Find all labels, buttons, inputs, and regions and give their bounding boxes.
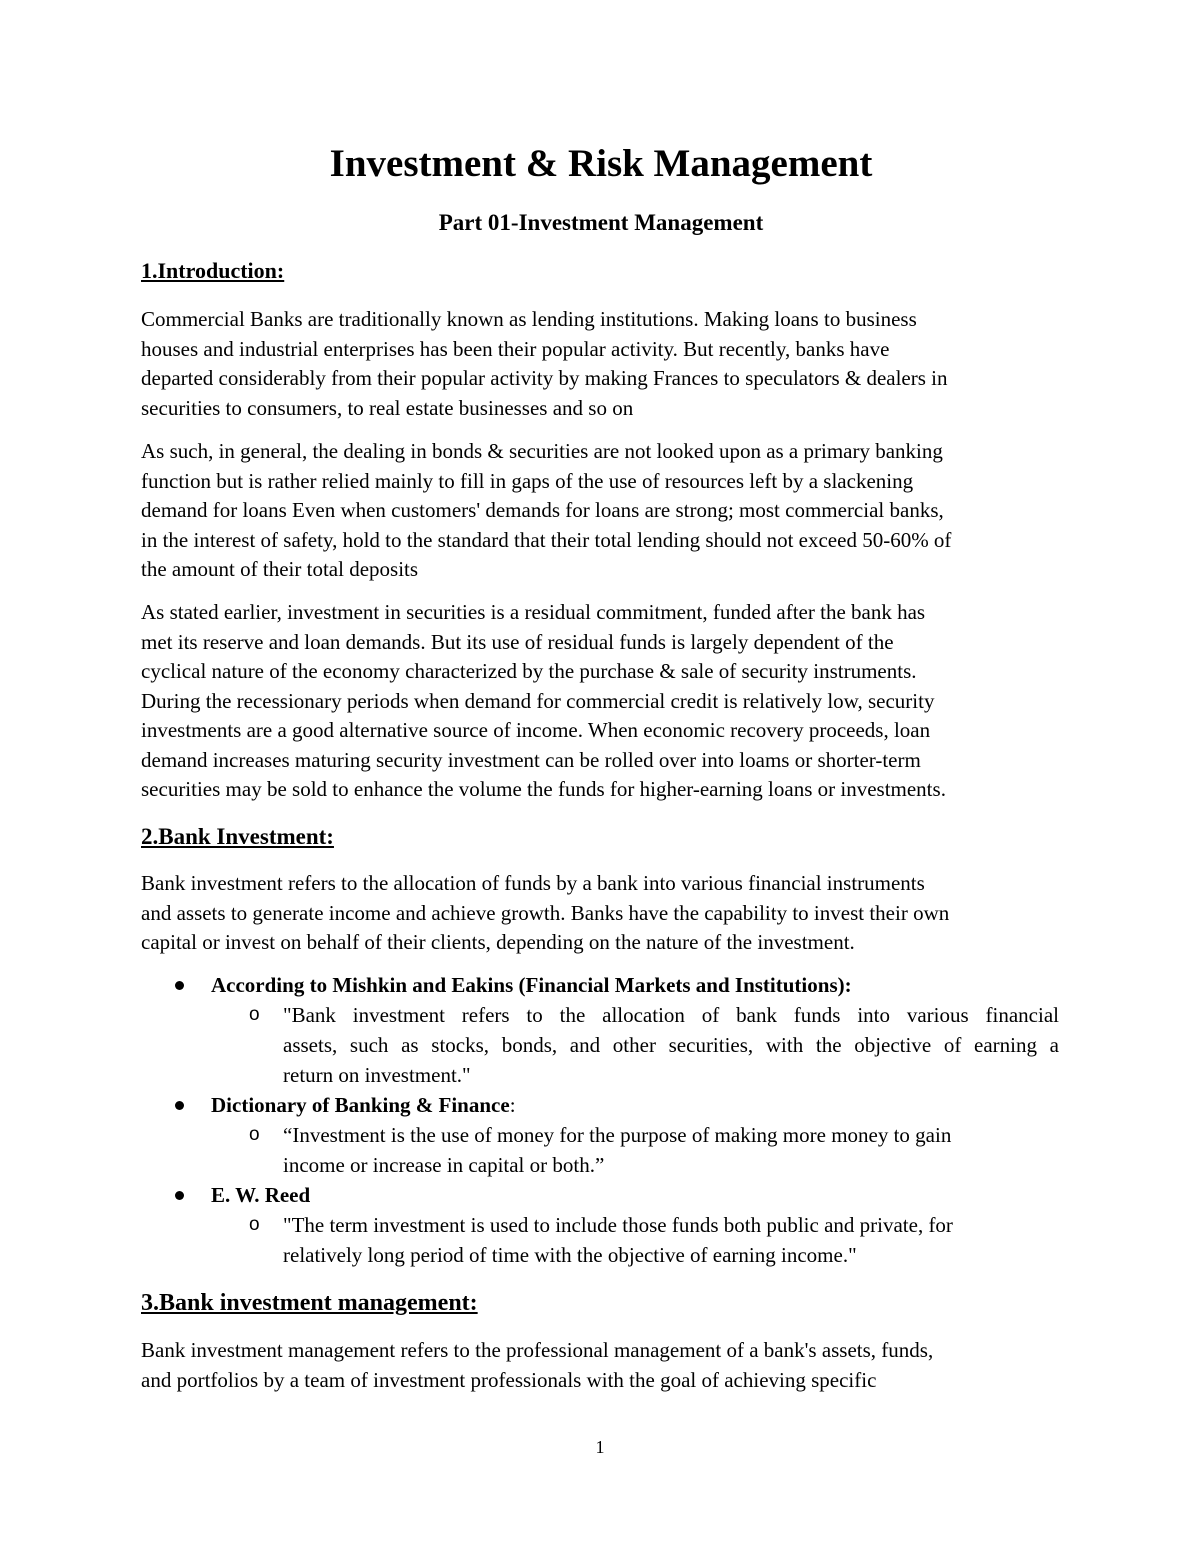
paragraph-line: During the recessionary periods when demand for commercial credit is relatively low, security [141,688,935,713]
paragraph-line: As such, in general, the dealing in bonds & securities are not looked upon as a primary banking [141,439,943,463]
hollow-bullet-icon: o [249,1124,260,1145]
document-subtitle: Part 01-Investment Management [438,210,764,235]
paragraph-line: Bank investment refers to the allocation of funds by a bank into various financial instruments [141,871,925,895]
paragraph-line: securities may be sold to enhance the volume the funds for higher-earning loans or investments. [141,777,946,801]
paragraph-line: and assets to generate income and achieve growth. Banks have the capability to invest their own [141,900,950,925]
bank-investment-management-paragraph [141,1336,1061,1395]
paragraph-line: function but is rather relied mainly to fill in gaps of the use of resources left by a slackening [141,468,914,493]
paragraph-line: securities to consumers, to real estate businesses and so on [141,395,634,420]
definition-item [141,1090,1061,1120]
quote-line: assets, such as stocks, bonds, and other securities, with the objective of earning a [283,1033,1059,1057]
intro-paragraph-2 [141,437,1061,585]
quote-line: return on investment." [283,1063,471,1087]
section-heading-bank-investment: 2.Bank Investment: [141,824,334,849]
bullet-icon [175,1191,184,1200]
quote-line: "Bank investment refers to the allocation of bank funds into various financial [283,1003,1059,1027]
paragraph-line: cyclical nature of the economy characterized by the purchase & sale of security instruments. [141,659,917,683]
bullet-icon [175,981,184,990]
paragraph-line: investments are a good alternative source of income. When economic recovery proceeds, loan [141,718,931,742]
paragraph-line: As stated earlier, investment in securities is a residual commitment, funded after the bank has [141,600,926,624]
definition-item [141,970,1061,1000]
definition-source: According to Mishkin and Eakins (Financial Markets and Institutions): [211,973,852,997]
definitions-list [141,970,1061,1270]
paragraph-line: met its reserve and loan demands. But its use of residual funds is largely dependent of the [141,629,894,654]
quote-text [283,1000,1061,1090]
quote-text [283,1120,1061,1180]
document-title: Investment & Risk Management [329,142,873,185]
paragraph-line: departed considerably from their popular activity by making Frances to speculators & dealers in [141,366,948,390]
bank-investment-paragraph [141,869,1061,958]
paragraph-line: and portfolios by a team of investment professionals with the goal of achieving specific [141,1367,877,1392]
paragraph-line: demand increases maturing security investment can be rolled over into loams or shorter-term [141,747,921,772]
section-heading-bank-investment-management: 3.Bank investment management: [141,1290,478,1316]
quote-text [283,1210,1061,1270]
definition-source: Dictionary of Banking & Finance [211,1093,510,1117]
paragraph-line: capital or invest on behalf of their clients, depending on the nature of the investment. [141,930,855,954]
paragraph-line: houses and industrial enterprises has been their popular activity. But recently, banks have [141,336,890,361]
bullet-icon [175,1101,184,1110]
definition-quote [141,1000,1061,1090]
definition-source: E. W. Reed [211,1183,311,1207]
quote-line: relatively long period of time with the objective of earning income." [283,1243,857,1267]
hollow-bullet-icon: o [249,1004,260,1025]
paragraph-line: Bank investment management refers to the professional management of a bank's assets, funds, [141,1338,934,1362]
quote-line: income or increase in capital or both.” [283,1153,605,1177]
paragraph-line: the amount of their total deposits [141,557,419,581]
quote-line: “Investment is the use of money for the purpose of making more money to gain [283,1123,952,1147]
intro-paragraph-3 [141,598,1061,805]
definition-quote [141,1120,1061,1180]
section-heading-introduction: 1.Introduction: [141,258,285,283]
intro-paragraph-1 [141,305,1061,423]
quote-line: "The term investment is used to include those funds both public and private, for [283,1213,953,1237]
paragraph-line: in the interest of safety, hold to the standard that their total lending should not exceed 50-60% of [141,527,952,552]
paragraph-line: Commercial Banks are traditionally known as lending institutions. Making loans to business [141,307,917,331]
definition-source-suffix: : [509,1093,516,1117]
page-number: 1 [595,1437,605,1457]
paragraph-line: demand for loans Even when customers' demands for loans are strong; most commercial banks, [141,498,944,522]
definition-quote [141,1210,1061,1270]
hollow-bullet-icon: o [249,1214,260,1235]
definition-item [141,1180,1061,1210]
